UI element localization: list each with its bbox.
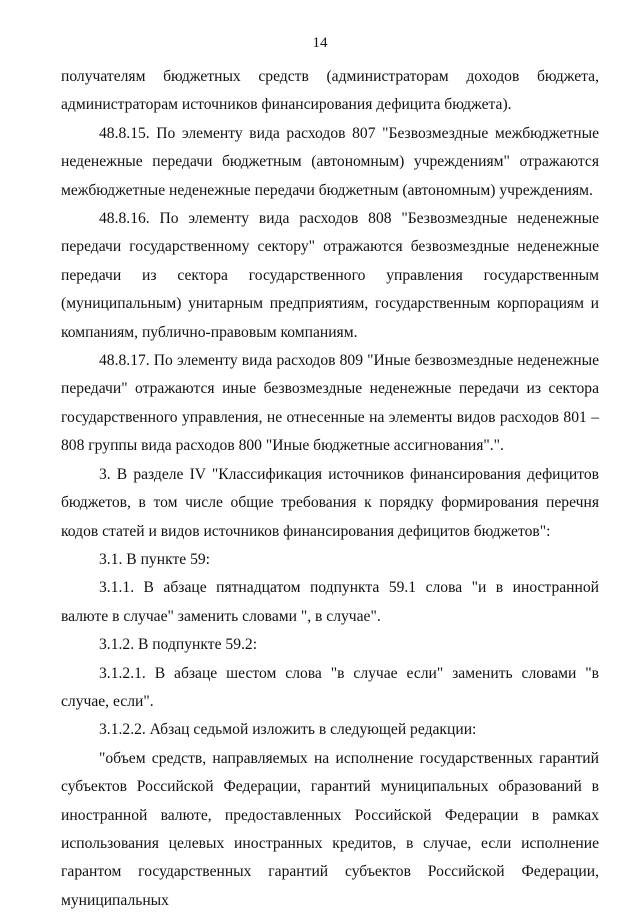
paragraph-3-1-2-1: 3.1.2.1. В абзаце шестом слова "в случае если" заменить словами "в случае, если". [61,664,599,710]
paragraph-3-1-2: 3.1.2. В подпункте 59.2: [99,636,258,654]
paragraph-continuation: получателям бюджетных средств (администраторам доходов бюджета, администраторам источников финансирования дефицита бюджета). [61,68,599,114]
paragraph-quoted-text: "объем средств, направляемых на исполнение государственных гарантий субъектов Российской Федерации, гарантий муниципальных образований в иностранной валюте, предоставленных Российской Федерации в рамках использования целевых иностранных кредитов, в случае, если исполнение гарантом государственных гарантий субъектов Российской Федерации, муниципальных [61,749,599,909]
paragraph-3-1: 3.1. В пункте 59: [99,550,211,568]
paragraph-48-8-16: 48.8.16. По элементу вида расходов 808 "Безвозмездные неденежные передачи государственному сектору" отражаются безвозмездные неденежные передачи из сектора государственного управления государственным (муниципальным) унитарным предприятиям, государственным корпорациям и компаниям, публично-правовым компаниям. [61,210,599,341]
document-body [61,63,599,915]
paragraph-3-1-1: 3.1.1. В абзаце пятнадцатом подпункта 59.1 слова "и в иностранной валюте в случае" заменить словами ", в случае". [61,579,599,625]
paragraph-48-8-15: 48.8.15. По элементу вида расходов 807 "Безвозмездные межбюджетные неденежные передачи бюджетным (автономным) учреждениям" отражаются межбюджетные неденежные передачи бюджетным (автономным) учреждениям. [61,124,599,199]
page-number: 14 [312,35,328,51]
paragraph-3-1-2-2: 3.1.2.2. Абзац седьмой изложить в следующей редакции: [99,721,477,739]
paragraph-3: 3. В разделе IV "Классификация источников финансирования дефицитов бюджетов, в том числе общие требования к порядку формирования перечня кодов статей и видов источников финансирования дефицитов бюджетов": [61,465,599,540]
paragraph-48-8-17: 48.8.17. По элементу вида расходов 809 "Иные безвозмездные неденежные передачи" отражаются иные безвозмездные неденежные передачи из сектора государственного управления, не отнесенные на элементы видов расходов 801 – 808 группы вида расходов 800 "Иные бюджетные ассигнования".". [61,352,599,455]
